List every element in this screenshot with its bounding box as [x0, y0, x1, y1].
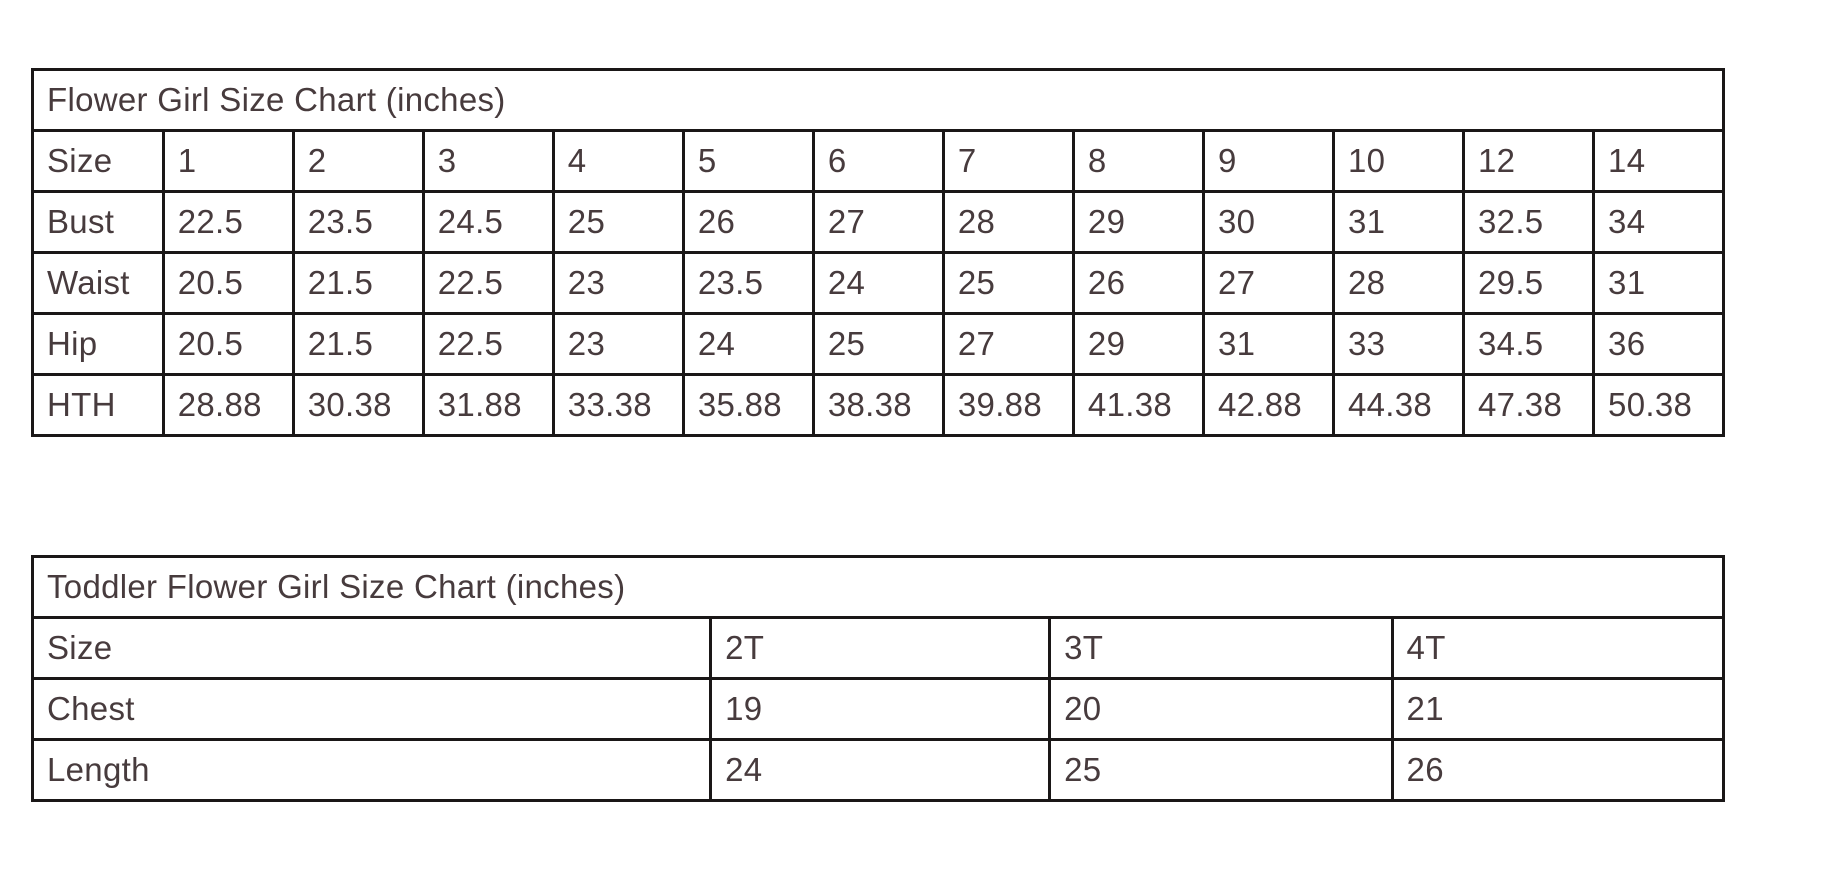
cell-value: 12 — [1464, 131, 1594, 192]
table-title-row — [33, 70, 1724, 131]
cell-value: 24 — [683, 314, 813, 375]
cell-value: 20.5 — [163, 253, 293, 314]
cell-value: 24 — [813, 253, 943, 314]
table-row — [33, 375, 1724, 436]
cell-value: 26 — [683, 192, 813, 253]
cell-value: 29 — [1073, 314, 1203, 375]
table-row — [33, 131, 1724, 192]
cell-value: 30 — [1203, 192, 1333, 253]
cell-value: 33 — [1333, 314, 1463, 375]
cell-value: 10 — [1333, 131, 1463, 192]
cell-value: 5 — [683, 131, 813, 192]
cell-value: 39.88 — [943, 375, 1073, 436]
cell-value: 32.5 — [1464, 192, 1594, 253]
toddler-flower-girl-size-chart-body — [33, 557, 1724, 801]
cell-value: 24 — [711, 740, 1050, 801]
cell-value: 27 — [1203, 253, 1333, 314]
cell-value: 33.38 — [553, 375, 683, 436]
cell-value: 31.88 — [423, 375, 553, 436]
flower-girl-size-chart-body — [33, 70, 1724, 436]
cell-value: 34 — [1594, 192, 1724, 253]
cell-value: 30.38 — [293, 375, 423, 436]
cell-value: 20.5 — [163, 314, 293, 375]
row-label: Size — [33, 131, 164, 192]
cell-value: 29.5 — [1464, 253, 1594, 314]
cell-value: 14 — [1594, 131, 1724, 192]
cell-value: 36 — [1594, 314, 1724, 375]
cell-value: 31 — [1594, 253, 1724, 314]
cell-value: 34.5 — [1464, 314, 1594, 375]
cell-value: 31 — [1333, 192, 1463, 253]
toddler-flower-girl-size-chart-table — [31, 555, 1725, 802]
cell-value: 25 — [943, 253, 1073, 314]
cell-value: 23 — [553, 314, 683, 375]
flower-girl-size-chart-table — [31, 68, 1725, 437]
cell-value: 21.5 — [293, 314, 423, 375]
cell-value: 38.38 — [813, 375, 943, 436]
table-row — [33, 618, 1724, 679]
cell-value: 3T — [1050, 618, 1392, 679]
cell-value: 23.5 — [683, 253, 813, 314]
cell-value: 20 — [1050, 679, 1392, 740]
cell-value: 26 — [1392, 740, 1723, 801]
row-label: Bust — [33, 192, 164, 253]
cell-value: 4T — [1392, 618, 1723, 679]
table-row — [33, 192, 1724, 253]
cell-value: 22.5 — [423, 253, 553, 314]
cell-value: 42.88 — [1203, 375, 1333, 436]
table-title: Toddler Flower Girl Size Chart (inches) — [33, 557, 1724, 618]
table-title: Flower Girl Size Chart (inches) — [33, 70, 1724, 131]
cell-value: 2 — [293, 131, 423, 192]
cell-value: 27 — [813, 192, 943, 253]
table-row — [33, 679, 1724, 740]
row-label: Chest — [33, 679, 711, 740]
row-label: Size — [33, 618, 711, 679]
cell-value: 6 — [813, 131, 943, 192]
cell-value: 24.5 — [423, 192, 553, 253]
cell-value: 19 — [711, 679, 1050, 740]
cell-value: 25 — [1050, 740, 1392, 801]
table-row — [33, 314, 1724, 375]
cell-value: 22.5 — [423, 314, 553, 375]
cell-value: 27 — [943, 314, 1073, 375]
cell-value: 50.38 — [1594, 375, 1724, 436]
table-row — [33, 740, 1724, 801]
cell-value: 1 — [163, 131, 293, 192]
cell-value: 25 — [553, 192, 683, 253]
cell-value: 47.38 — [1464, 375, 1594, 436]
cell-value: 31 — [1203, 314, 1333, 375]
cell-value: 23 — [553, 253, 683, 314]
cell-value: 28.88 — [163, 375, 293, 436]
table-row — [33, 253, 1724, 314]
cell-value: 28 — [1333, 253, 1463, 314]
cell-value: 21.5 — [293, 253, 423, 314]
cell-value: 7 — [943, 131, 1073, 192]
cell-value: 41.38 — [1073, 375, 1203, 436]
row-label: HTH — [33, 375, 164, 436]
cell-value: 2T — [711, 618, 1050, 679]
row-label: Length — [33, 740, 711, 801]
table-title-row — [33, 557, 1724, 618]
cell-value: 28 — [943, 192, 1073, 253]
cell-value: 4 — [553, 131, 683, 192]
cell-value: 23.5 — [293, 192, 423, 253]
cell-value: 25 — [813, 314, 943, 375]
cell-value: 8 — [1073, 131, 1203, 192]
cell-value: 44.38 — [1333, 375, 1463, 436]
cell-value: 9 — [1203, 131, 1333, 192]
cell-value: 35.88 — [683, 375, 813, 436]
row-label: Waist — [33, 253, 164, 314]
cell-value: 26 — [1073, 253, 1203, 314]
row-label: Hip — [33, 314, 164, 375]
cell-value: 22.5 — [163, 192, 293, 253]
cell-value: 21 — [1392, 679, 1723, 740]
cell-value: 3 — [423, 131, 553, 192]
cell-value: 29 — [1073, 192, 1203, 253]
